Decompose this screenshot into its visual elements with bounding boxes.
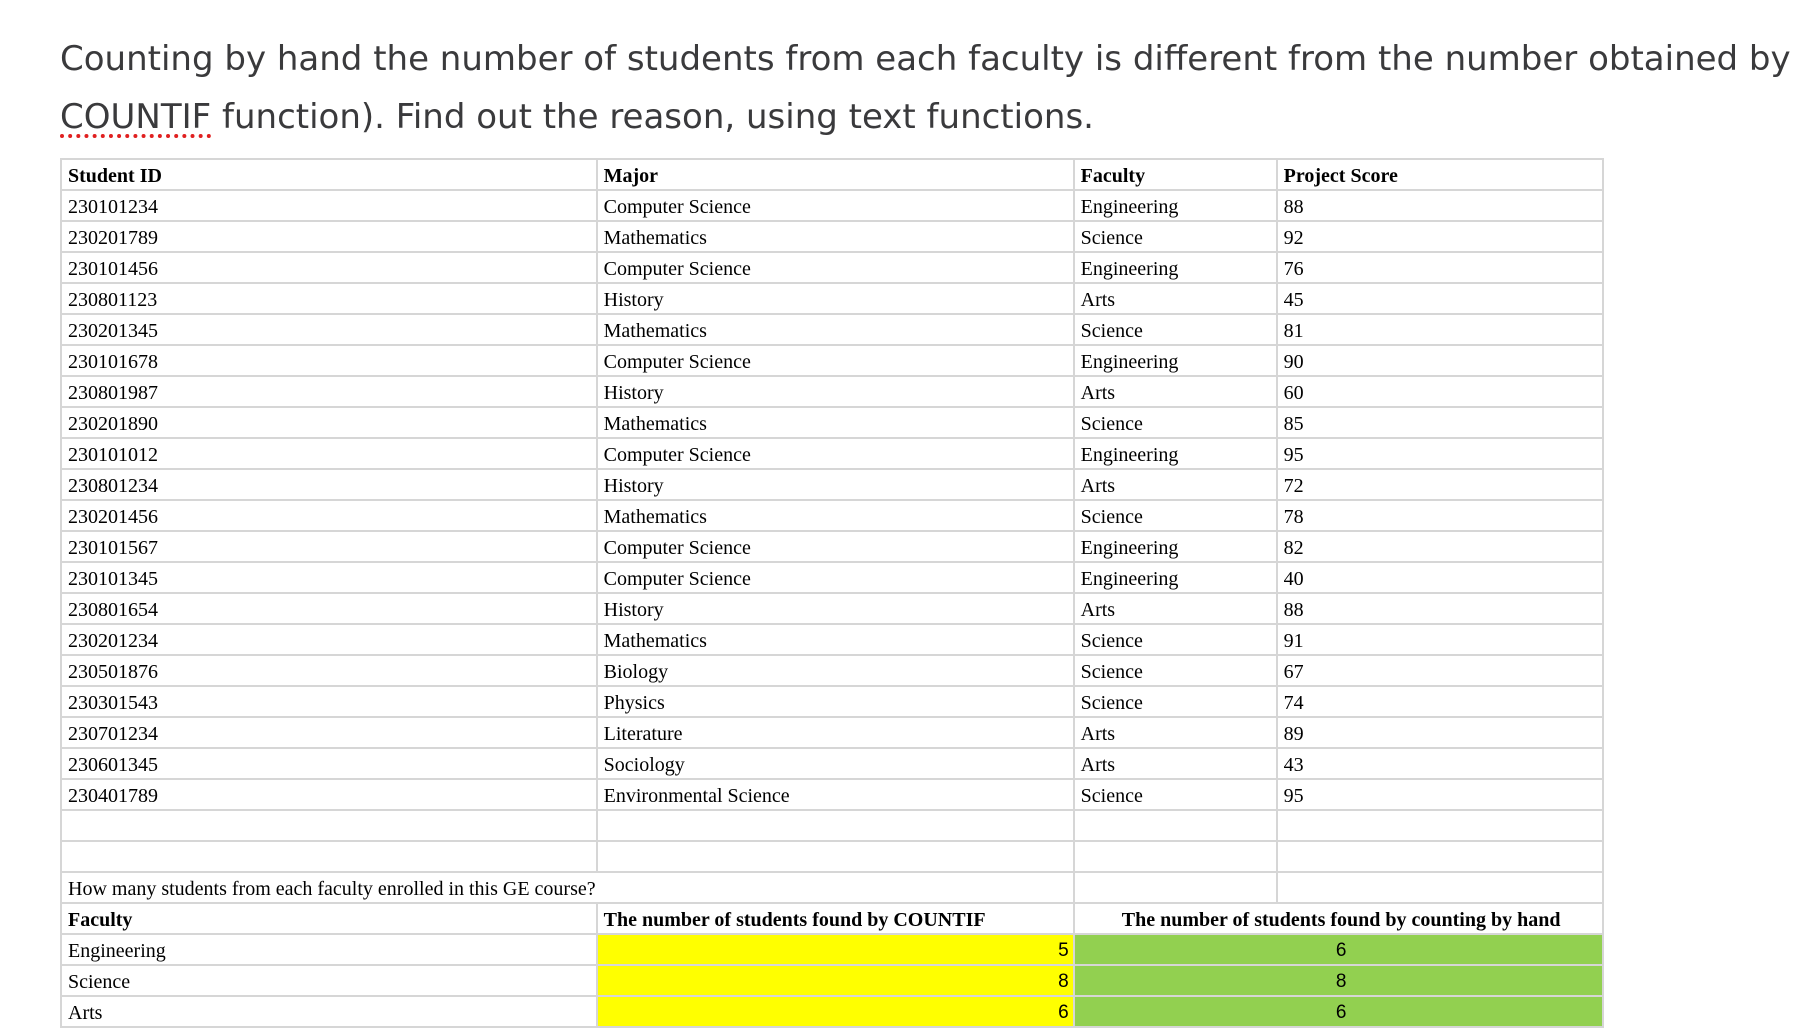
summary-header-by-hand[interactable]: The number of students found by counting by hand: [1074, 903, 1603, 934]
major-cell[interactable]: Mathematics: [597, 221, 1074, 252]
major-cell[interactable]: Mathematics: [597, 500, 1074, 531]
faculty-cell[interactable]: Science: [1074, 221, 1277, 252]
header-major[interactable]: Major: [597, 159, 1074, 190]
faculty-cell[interactable]: Science: [1074, 500, 1277, 531]
table-row: [61, 686, 1603, 717]
header-faculty[interactable]: Faculty: [1074, 159, 1277, 190]
faculty-cell[interactable]: Science: [1074, 624, 1277, 655]
major-cell[interactable]: History: [597, 593, 1074, 624]
student-id-cell[interactable]: 230401789: [61, 779, 597, 810]
major-cell[interactable]: Sociology: [597, 748, 1074, 779]
student-id-cell[interactable]: 230101345: [61, 562, 597, 593]
instruction-line-1: Counting by hand the number of students from each faculty is different from the number obtained by: [60, 39, 1791, 79]
project-score-cell[interactable]: 95: [1277, 779, 1603, 810]
faculty-cell[interactable]: Science: [1074, 407, 1277, 438]
student-id-cell[interactable]: 230301543: [61, 686, 597, 717]
empty-cell[interactable]: [1277, 810, 1603, 841]
major-cell[interactable]: History: [597, 283, 1074, 314]
major-cell[interactable]: Computer Science: [597, 252, 1074, 283]
empty-cell[interactable]: [597, 872, 1074, 903]
student-id-cell[interactable]: 230201456: [61, 500, 597, 531]
project-score-cell[interactable]: 95: [1277, 438, 1603, 469]
major-cell[interactable]: Computer Science: [597, 531, 1074, 562]
faculty-cell[interactable]: Arts: [1074, 748, 1277, 779]
instruction-text: [60, 30, 1801, 146]
empty-row: [61, 810, 1603, 841]
student-id-cell[interactable]: 230101567: [61, 531, 597, 562]
empty-cell[interactable]: [61, 841, 597, 872]
faculty-cell[interactable]: Engineering: [1074, 562, 1277, 593]
faculty-cell[interactable]: Arts: [1074, 717, 1277, 748]
table-row: [61, 438, 1603, 469]
summary-row-engineering: [61, 934, 1603, 965]
project-score-cell[interactable]: 92: [1277, 221, 1603, 252]
faculty-cell[interactable]: Science: [1074, 314, 1277, 345]
student-id-cell[interactable]: 230201890: [61, 407, 597, 438]
project-score-cell[interactable]: 74: [1277, 686, 1603, 717]
project-score-cell[interactable]: 89: [1277, 717, 1603, 748]
summary-row-science: [61, 965, 1603, 996]
by-hand-value-cell[interactable]: 6: [1074, 934, 1603, 965]
faculty-cell[interactable]: Arts: [1074, 593, 1277, 624]
project-score-cell[interactable]: 40: [1277, 562, 1603, 593]
table-row: [61, 748, 1603, 779]
summary-row-arts: [61, 996, 1603, 1027]
header-row: [61, 159, 1603, 190]
empty-row: [61, 841, 1603, 872]
header-student-id[interactable]: Student ID: [61, 159, 597, 190]
question-row: [61, 872, 1603, 903]
table-row: [61, 407, 1603, 438]
table-row: [61, 190, 1603, 221]
countif-value-cell[interactable]: 5: [597, 934, 1074, 965]
empty-cell[interactable]: [597, 841, 1074, 872]
empty-cell[interactable]: [597, 810, 1074, 841]
countif-value-cell[interactable]: 6: [597, 996, 1074, 1027]
project-score-cell[interactable]: 43: [1277, 748, 1603, 779]
table-row: [61, 717, 1603, 748]
student-id-cell[interactable]: 230801987: [61, 376, 597, 407]
faculty-cell[interactable]: Engineering: [1074, 345, 1277, 376]
project-score-cell[interactable]: 88: [1277, 190, 1603, 221]
major-cell[interactable]: Mathematics: [597, 314, 1074, 345]
summary-faculty-cell[interactable]: Science: [61, 965, 597, 996]
spreadsheet-table: [60, 158, 1604, 1028]
major-cell[interactable]: Physics: [597, 686, 1074, 717]
student-id-cell[interactable]: 230101012: [61, 438, 597, 469]
student-id-cell[interactable]: 230201345: [61, 314, 597, 345]
table-row: [61, 252, 1603, 283]
instruction-line-2-rest: function). Find out the reason, using text functions.: [211, 97, 1094, 137]
project-score-cell[interactable]: 72: [1277, 469, 1603, 500]
instruction-line-2: [60, 88, 1801, 146]
empty-cell[interactable]: [1074, 841, 1277, 872]
student-id-cell[interactable]: 230601345: [61, 748, 597, 779]
faculty-cell[interactable]: Engineering: [1074, 531, 1277, 562]
student-id-cell[interactable]: 230201789: [61, 221, 597, 252]
empty-cell[interactable]: [1074, 810, 1277, 841]
by-hand-value-cell[interactable]: 8: [1074, 965, 1603, 996]
summary-header-row: [61, 903, 1603, 934]
table-row: [61, 500, 1603, 531]
student-id-cell[interactable]: 230501876: [61, 655, 597, 686]
major-cell[interactable]: History: [597, 376, 1074, 407]
project-score-cell[interactable]: 78: [1277, 500, 1603, 531]
faculty-cell[interactable]: Arts: [1074, 469, 1277, 500]
empty-cell[interactable]: [1277, 841, 1603, 872]
table-row: [61, 345, 1603, 376]
major-cell[interactable]: Biology: [597, 655, 1074, 686]
project-score-cell[interactable]: 45: [1277, 283, 1603, 314]
student-id-cell[interactable]: 230801123: [61, 283, 597, 314]
major-cell[interactable]: History: [597, 469, 1074, 500]
major-cell[interactable]: Computer Science: [597, 345, 1074, 376]
major-cell[interactable]: Mathematics: [597, 407, 1074, 438]
major-cell[interactable]: Literature: [597, 717, 1074, 748]
table-row: [61, 562, 1603, 593]
student-id-cell[interactable]: 230701234: [61, 717, 597, 748]
project-score-cell[interactable]: 88: [1277, 593, 1603, 624]
faculty-cell[interactable]: Science: [1074, 655, 1277, 686]
table-row: [61, 655, 1603, 686]
project-score-cell[interactable]: 85: [1277, 407, 1603, 438]
major-cell[interactable]: Environmental Science: [597, 779, 1074, 810]
major-cell[interactable]: Computer Science: [597, 438, 1074, 469]
student-id-cell[interactable]: 230101678: [61, 345, 597, 376]
faculty-cell[interactable]: Arts: [1074, 376, 1277, 407]
countif-value-cell[interactable]: 8: [597, 965, 1074, 996]
faculty-cell[interactable]: Arts: [1074, 283, 1277, 314]
project-score-cell[interactable]: 90: [1277, 345, 1603, 376]
summary-question[interactable]: How many students from each faculty enrolled in this GE course?: [61, 872, 597, 903]
table-row: [61, 283, 1603, 314]
misspelled-word-countif[interactable]: COUNTIF: [60, 97, 212, 137]
student-id-cell[interactable]: 230801234: [61, 469, 597, 500]
project-score-cell[interactable]: 81: [1277, 314, 1603, 345]
faculty-cell[interactable]: Engineering: [1074, 190, 1277, 221]
faculty-cell[interactable]: Engineering: [1074, 252, 1277, 283]
table-row: [61, 779, 1603, 810]
major-cell[interactable]: Computer Science: [597, 562, 1074, 593]
student-id-cell[interactable]: 230801654: [61, 593, 597, 624]
project-score-cell[interactable]: 67: [1277, 655, 1603, 686]
summary-faculty-cell[interactable]: Arts: [61, 996, 597, 1027]
summary-header-faculty[interactable]: Faculty: [61, 903, 597, 934]
faculty-cell[interactable]: Science: [1074, 779, 1277, 810]
student-id-cell[interactable]: 230101234: [61, 190, 597, 221]
table-row: [61, 376, 1603, 407]
project-score-cell[interactable]: 91: [1277, 624, 1603, 655]
table-row: [61, 314, 1603, 345]
project-score-cell[interactable]: 76: [1277, 252, 1603, 283]
by-hand-value-cell[interactable]: 6: [1074, 996, 1603, 1027]
table-row: [61, 469, 1603, 500]
major-cell[interactable]: Mathematics: [597, 624, 1074, 655]
table-row: [61, 221, 1603, 252]
summary-faculty-cell[interactable]: Engineering: [61, 934, 597, 965]
project-score-cell[interactable]: 82: [1277, 531, 1603, 562]
summary-header-countif[interactable]: The number of students found by COUNTIF: [597, 903, 1074, 934]
empty-cell[interactable]: [1277, 872, 1603, 903]
faculty-cell[interactable]: Engineering: [1074, 438, 1277, 469]
faculty-cell[interactable]: Science: [1074, 686, 1277, 717]
empty-cell[interactable]: [1074, 872, 1277, 903]
table-row: [61, 593, 1603, 624]
table-row: [61, 531, 1603, 562]
spreadsheet-body: [61, 159, 1603, 1027]
header-project-score[interactable]: Project Score: [1277, 159, 1603, 190]
project-score-cell[interactable]: 60: [1277, 376, 1603, 407]
major-cell[interactable]: Computer Science: [597, 190, 1074, 221]
student-id-cell[interactable]: 230101456: [61, 252, 597, 283]
table-row: [61, 624, 1603, 655]
empty-cell[interactable]: [61, 810, 597, 841]
student-id-cell[interactable]: 230201234: [61, 624, 597, 655]
